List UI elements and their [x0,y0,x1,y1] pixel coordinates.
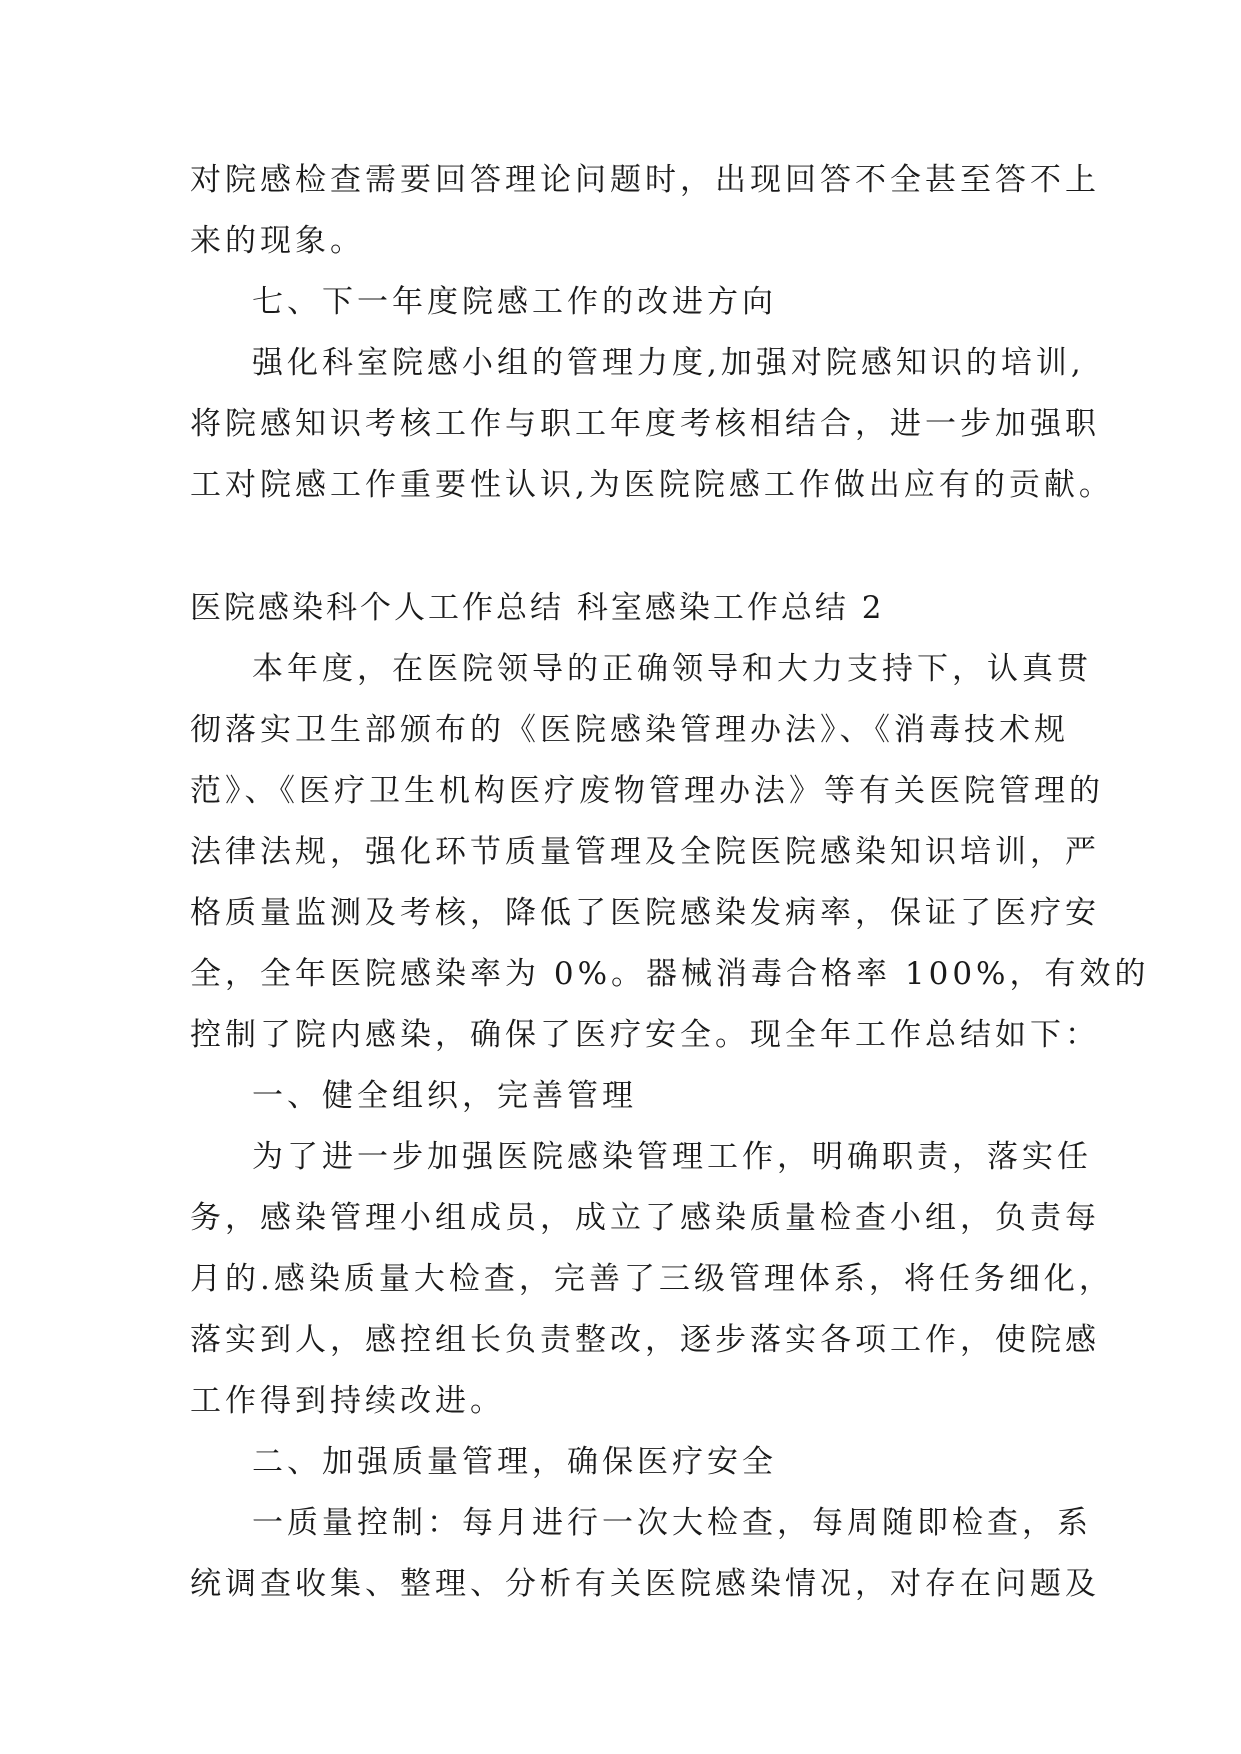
paragraph-line: 为了进一步加强医院感染管理工作，明确职责，落实任 [252,1139,1092,1175]
paragraph-line: 来的现象。 [190,223,365,259]
paragraph-line: 月的.感染质量大检查，完善了三级管理体系，将任务细化， [190,1261,1114,1297]
paragraph-line: 统调查收集、整理、分析有关医院感染情况，对存在问题及 [190,1566,1100,1602]
paragraph-line: 对院感检查需要回答理论问题时，出现回答不全甚至答不上 [190,162,1100,198]
section-heading: 七、下一年度院感工作的改进方向 [252,284,777,320]
paragraph-line: 格质量监测及考核，降低了医院感染发病率，保证了医疗安 [190,895,1100,931]
paragraph-line: 务，感染管理小组成员，成立了感染质量检查小组，负责每 [190,1200,1100,1236]
paragraph-line: 范》、《医疗卫生机构医疗废物管理办法》等有关医院管理的 [190,773,1104,809]
paragraph-line: 落实到人，感控组长负责整改，逐步落实各项工作，使院感 [190,1322,1100,1358]
paragraph-line: 一质量控制：每月进行一次大检查，每周随即检查，系 [252,1505,1092,1541]
paragraph-line: 本年度，在医院领导的正确领导和大力支持下，认真贯 [252,651,1092,687]
paragraph-line: 彻落实卫生部颁布的《医院感染管理办法》、《消毒技术规 [190,712,1069,748]
paragraph-line: 将院感知识考核工作与职工年度考核相结合，进一步加强职 [190,406,1100,442]
paragraph-line: 工对院感工作重要性认识,为医院院感工作做出应有的贡献。 [190,467,1114,503]
paragraph-line: 全，全年医院感染率为 0%。器械消毒合格率 100%，有效的 [190,956,1150,992]
document-page [190,150,1150,1615]
document-title: 医院感染科个人工作总结 科室感染工作总结 2 [190,590,885,626]
paragraph-line: 控制了院内感染，确保了医疗安全。现全年工作总结如下： [190,1017,1100,1053]
paragraph-line: 强化科室院感小组的管理力度,加强对院感知识的培训, [252,345,1085,381]
paragraph-gap [190,516,1060,578]
section-heading: 一、健全组织，完善管理 [252,1078,637,1114]
paragraph-line: 工作得到持续改进。 [190,1383,505,1419]
paragraph-line: 法律法规，强化环节质量管理及全院医院感染知识培训，严 [190,834,1100,870]
section-heading: 二、加强质量管理，确保医疗安全 [252,1444,777,1480]
